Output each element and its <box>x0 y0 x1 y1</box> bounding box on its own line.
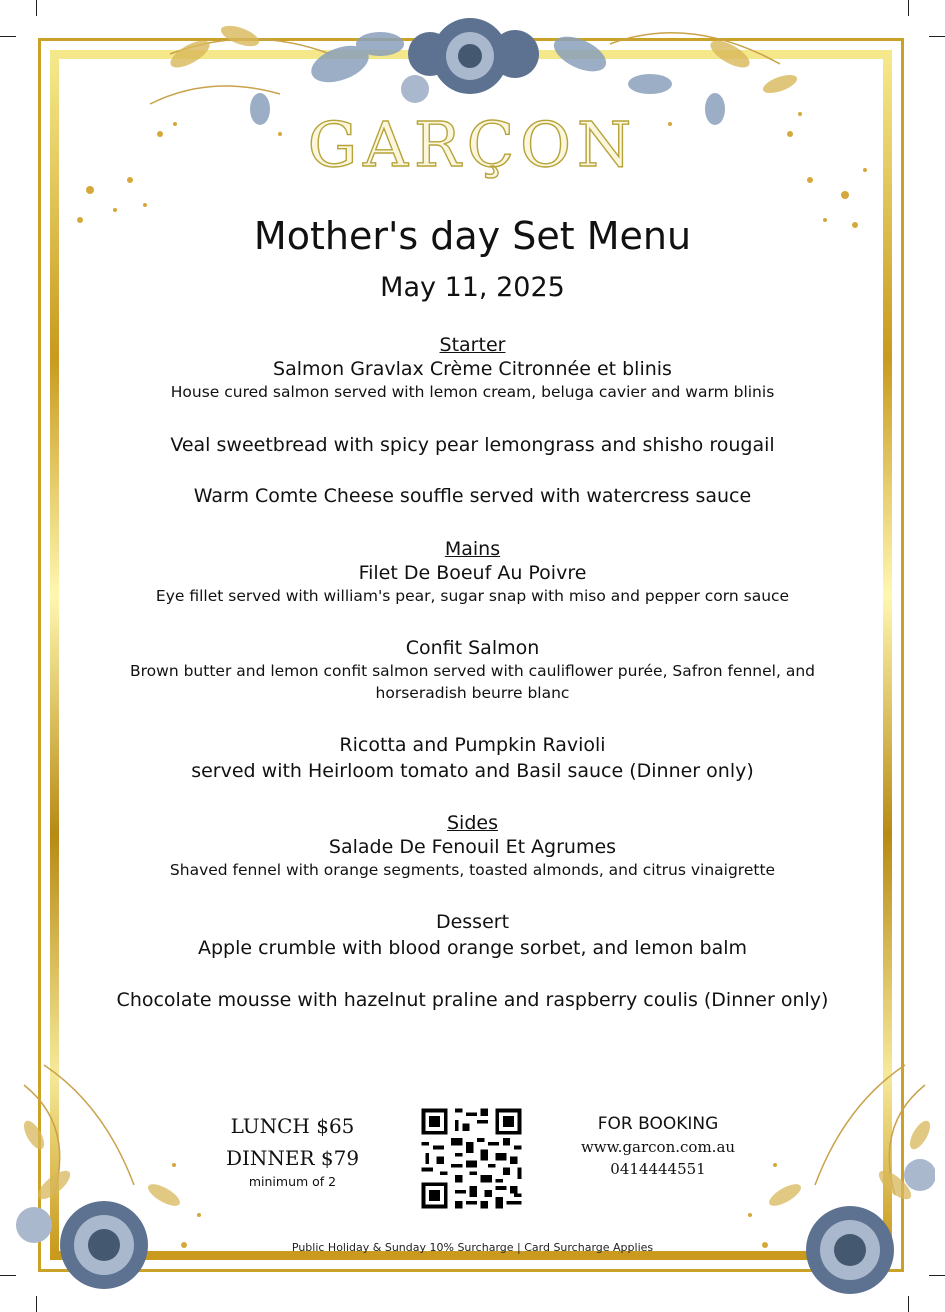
surcharge-note: Public Holiday & Sunday 10% Surcharge | Card Surcharge Applies <box>291 1241 654 1254</box>
section-heading-dessert: Dessert <box>435 911 510 933</box>
dish-name: Salade De Fenouil Et Agrumes <box>328 836 617 858</box>
dish-name: Apple crumble with blood orange sorbet, and lemon balm <box>197 937 748 959</box>
crop-mark <box>0 36 16 37</box>
dish-name: Veal sweetbread with spicy pear lemongrass and shisho rougail <box>170 434 775 456</box>
dish-name: Warm Comte Cheese souffle served with watercress sauce <box>193 485 752 507</box>
section-starter <box>90 333 855 403</box>
dish-description: Brown butter and lemon confit salmon served with cauliflower purée, Safron fennel, and <box>130 662 815 680</box>
dish-name: Salmon Gravlax Crème Citronnée et blinis <box>273 358 672 380</box>
menu-item <box>90 733 855 783</box>
menu-item <box>90 636 855 704</box>
dish-name: Confit Salmon <box>405 637 540 659</box>
brand-logo: GARÇON <box>307 108 638 181</box>
qr-code[interactable] <box>418 1105 525 1212</box>
dinner-price: DINNER $79 <box>225 1146 360 1170</box>
dish-description: House cured salmon served with lemon cream, beluga cavier and warm blinis <box>170 383 775 401</box>
booking-heading: FOR BOOKING <box>597 1114 719 1134</box>
page-title: Mother's day Set Menu <box>253 214 692 258</box>
pricing-block <box>210 1110 375 1189</box>
section-dessert <box>90 910 855 960</box>
bottom-left-floral-decoration <box>14 1045 214 1295</box>
section-heading-starter: Starter <box>439 334 506 356</box>
section-heading-mains: Mains <box>444 538 501 560</box>
section-sides <box>90 811 855 881</box>
booking-phone[interactable]: 0414444551 <box>610 1160 706 1178</box>
dish-name: Ricotta and Pumpkin Ravioli <box>339 734 606 756</box>
section-mains <box>90 537 855 607</box>
dish-description: Eye fillet served with william's pear, sugar snap with miso and pepper corn sauce <box>155 587 790 605</box>
section-heading-sides: Sides <box>447 812 498 834</box>
crop-mark <box>929 36 945 37</box>
dish-name: Filet De Boeuf Au Poivre <box>358 562 587 584</box>
dish-description: served with Heirloom tomato and Basil sauce (Dinner only) <box>191 760 754 782</box>
bottom-right-floral-decoration <box>735 1045 935 1295</box>
crop-mark <box>36 0 37 16</box>
lunch-price: LUNCH $65 <box>230 1114 355 1138</box>
crop-mark <box>908 1296 909 1312</box>
minimum-note: minimum of 2 <box>248 1174 337 1189</box>
dish-description: Shaved fennel with orange segments, toasted almonds, and citrus vinaigrette <box>169 861 776 879</box>
dish-description: horseradish beurre blanc <box>375 684 570 702</box>
menu-date: May 11, 2025 <box>380 272 565 303</box>
booking-website[interactable]: www.garcon.com.au <box>580 1138 736 1156</box>
booking-block <box>568 1112 748 1180</box>
dish-name: Chocolate mousse with hazelnut praline and raspberry coulis (Dinner only) <box>116 989 829 1011</box>
crop-mark <box>36 1296 37 1312</box>
crop-mark <box>908 0 909 16</box>
